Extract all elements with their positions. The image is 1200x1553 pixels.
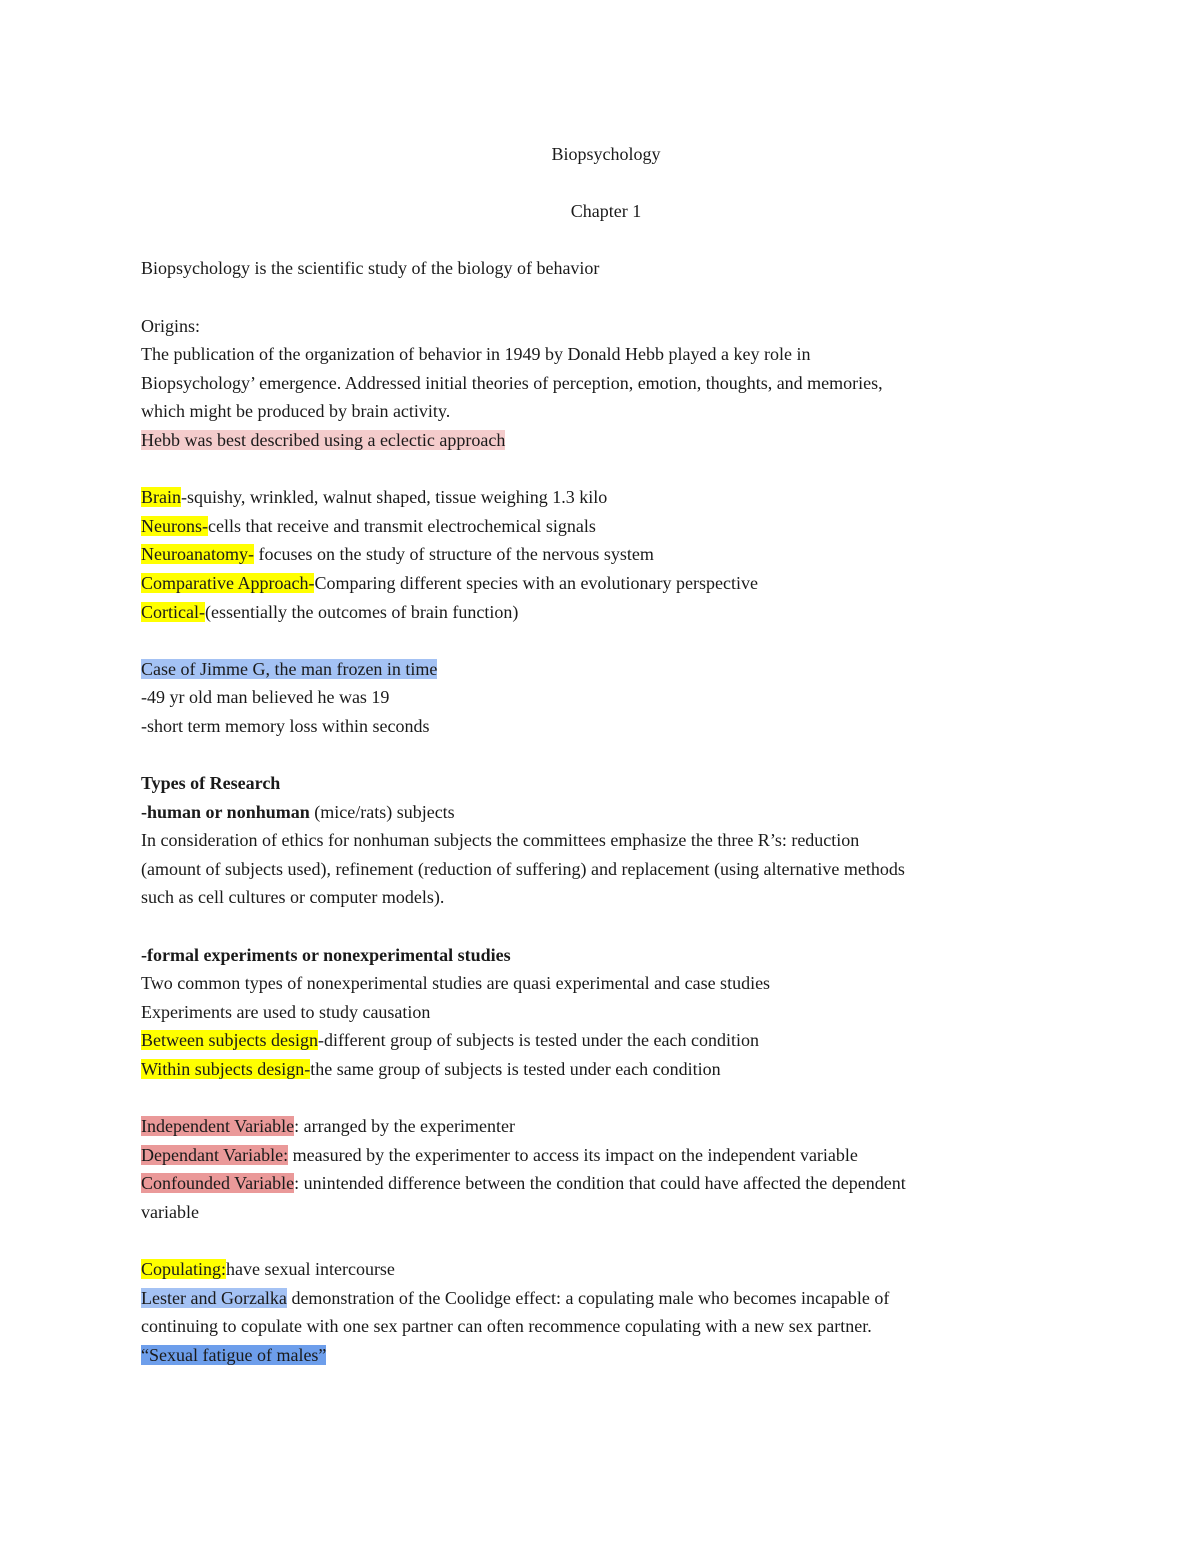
- variable-line: [141, 1112, 1071, 1141]
- term-line: [141, 512, 1071, 541]
- case-title-highlight: Case of Jimme G, the man frozen in time: [141, 658, 438, 679]
- variable-description: measured by the experimenter to access its impact on the independent variable: [288, 1144, 858, 1165]
- copulating-line: [141, 1255, 1071, 1284]
- design-description: -different group of subjects is tested under the each condition: [317, 1030, 760, 1051]
- copulating-description: have sexual intercourse: [226, 1259, 395, 1280]
- term-line: [141, 598, 1071, 627]
- ethics-line: (amount of subjects used), refinement (reduction of suffering) and replacement (using alternative methods: [141, 858, 905, 879]
- subjects-line: [141, 798, 1071, 827]
- origins-heading: Origins:: [141, 315, 201, 336]
- term-highlight: Comparative Approach-: [141, 572, 315, 593]
- design-highlight: Between subjects design: [141, 1030, 318, 1051]
- term-highlight: Brain: [141, 487, 181, 508]
- document-body: [141, 140, 1071, 1370]
- lester-continuation: continuing to copulate with one sex partner can often recommence copulating with a new sex partner.: [141, 1316, 872, 1337]
- term-description: Comparing different species with an evolutionary perspective: [314, 572, 758, 593]
- document-title: Biopsychology: [551, 144, 661, 164]
- design-highlight: Within subjects design-: [141, 1059, 311, 1079]
- term-highlight: Cortical-: [141, 601, 205, 622]
- case-point: -49 yr old man believed he was 19: [141, 687, 390, 708]
- term-line: [141, 540, 1071, 569]
- formal-heading: -formal experiments or nonexperimental studies: [141, 944, 511, 965]
- term-line: [141, 483, 1071, 512]
- ethics-line: In consideration of ethics for nonhuman subjects the committees emphasize the three R’s: reduction: [141, 830, 860, 851]
- design-line: [141, 1055, 1071, 1084]
- research-heading: Types of Research: [141, 773, 281, 794]
- lester-line: [141, 1284, 1071, 1313]
- hebb-note: [141, 426, 1071, 455]
- term-line: [141, 569, 1071, 598]
- quote-highlight: “Sexual fatigue of males”: [141, 1344, 327, 1365]
- subjects-rest: (mice/rats) subjects: [309, 801, 455, 822]
- variable-line: [141, 1169, 1071, 1198]
- term-description: (essentially the outcomes of brain function): [204, 601, 519, 622]
- design-line: [141, 1026, 1071, 1055]
- variable-line: [141, 1141, 1071, 1170]
- term-description: focuses on the study of structure of the nervous system: [253, 544, 654, 565]
- origins-line: The publication of the organization of behavior in 1949 by Donald Hebb played a key role in: [141, 344, 811, 365]
- term-highlight: Neurons-: [141, 515, 208, 536]
- variable-highlight: Independent Variable: [141, 1116, 295, 1137]
- variable-continuation: variable: [141, 1201, 199, 1222]
- variable-highlight: Confounded Variable: [141, 1173, 295, 1194]
- chapter-heading: Chapter 1: [570, 201, 642, 222]
- case-point: -short term memory loss within seconds: [141, 715, 430, 736]
- term-highlight: Neuroanatomy-: [141, 544, 254, 565]
- definition-text: Biopsychology is the scientific study of the biology of behavior: [141, 258, 600, 279]
- origins-line: Biopsychology’ emergence. Addressed initial theories of perception, emotion, thoughts, and memories,: [141, 372, 883, 393]
- design-description: the same group of subjects is tested under each condition: [310, 1059, 721, 1079]
- case-title: [141, 655, 1071, 684]
- subjects-bold: -human or nonhuman: [141, 801, 310, 822]
- formal-line: Experiments are used to study causation: [141, 1001, 431, 1022]
- ethics-line: such as cell cultures or computer models).: [141, 887, 445, 908]
- formal-line: Two common types of nonexperimental studies are quasi experimental and case studies: [141, 973, 771, 994]
- term-description: cells that receive and transmit electrochemical signals: [207, 515, 596, 536]
- hebb-note-highlight: Hebb was best described using a eclectic approach: [141, 429, 506, 450]
- lester-highlight: Lester and Gorzalka: [141, 1287, 287, 1308]
- lester-description: demonstration of the Coolidge effect: a copulating male who becomes incapable of: [286, 1287, 890, 1308]
- origins-line: which might be produced by brain activity.: [141, 401, 451, 422]
- copulating-highlight: Copulating:: [141, 1259, 226, 1280]
- quote-line: [141, 1341, 1071, 1370]
- variable-description: : unintended difference between the condition that could have affected the dependent: [294, 1173, 906, 1194]
- variable-description: : arranged by the experimenter: [294, 1116, 516, 1137]
- variable-highlight: Dependant Variable:: [141, 1144, 289, 1165]
- term-description: -squishy, wrinkled, walnut shaped, tissue weighing 1.3 kilo: [181, 487, 608, 508]
